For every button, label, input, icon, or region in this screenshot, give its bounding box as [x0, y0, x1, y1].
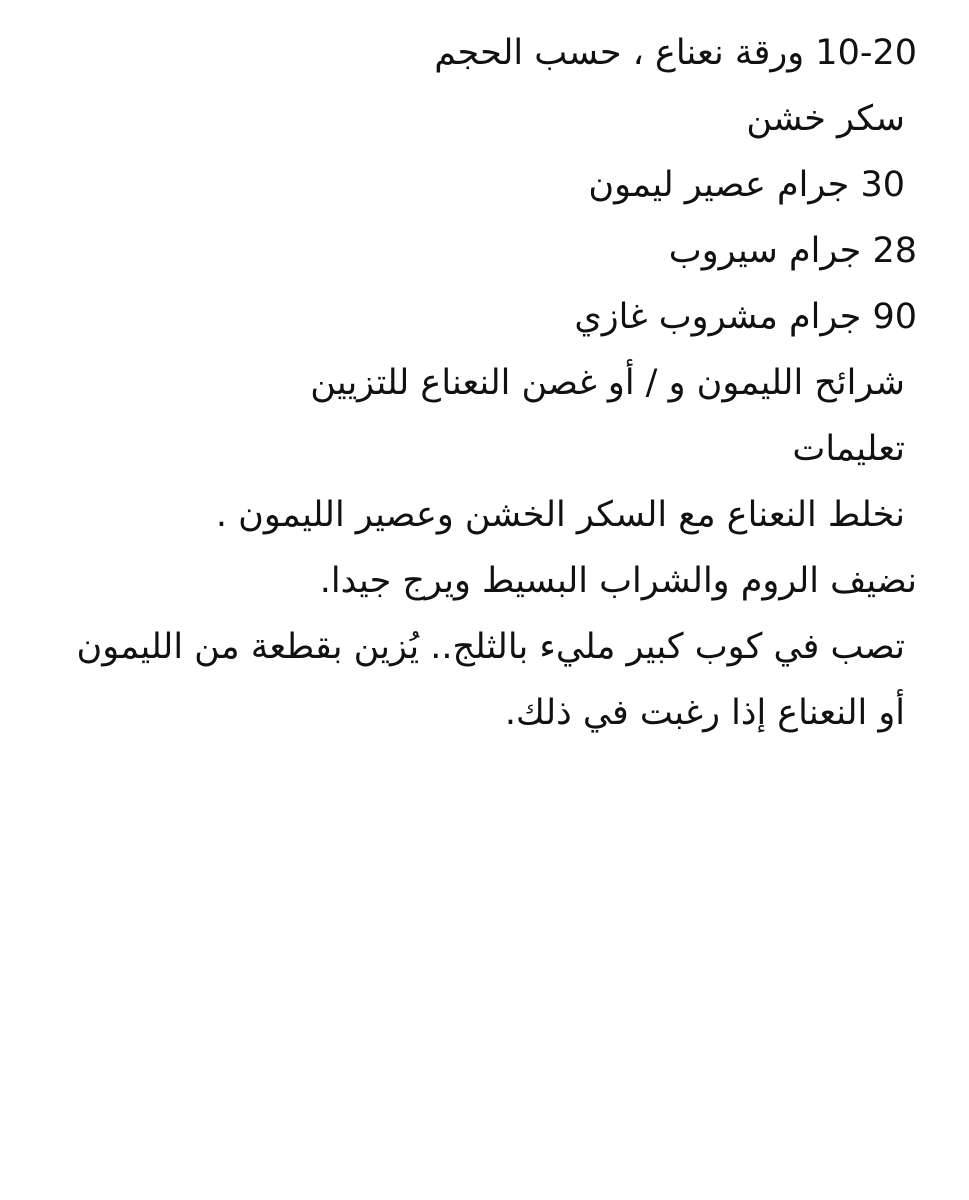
- ingredient-garnish: شرائح الليمون و / أو غصن النعناع للتزيين: [310, 363, 905, 403]
- step-add-rum: نضيف الروم والشراب البسيط ويرج جيدا.: [319, 561, 917, 601]
- ingredient-soda: 90 جرام مشروب غازي: [574, 297, 917, 337]
- ingredient-coarse-sugar: سكر خشن: [746, 99, 905, 139]
- ingredient-syrup: 28 جرام سيروب: [668, 231, 917, 271]
- ingredient-lemon-juice: 30 جرام عصير ليمون: [588, 165, 905, 205]
- step-serve: تصب في كوب كبير مليء بالثلج.. يُزين بقطعة من الليمون أو النعناع إذا رغبت في ذلك.: [76, 627, 905, 733]
- instructions-heading: تعليمات: [792, 429, 905, 469]
- note-text-area[interactable]: [40, 20, 917, 746]
- step-mix-mint: نخلط النعناع مع السكر الخشن وعصير الليمون .: [215, 495, 905, 535]
- ingredient-mint-leaves: 10-20 ورقة نعناع ، حسب الحجم: [434, 33, 917, 73]
